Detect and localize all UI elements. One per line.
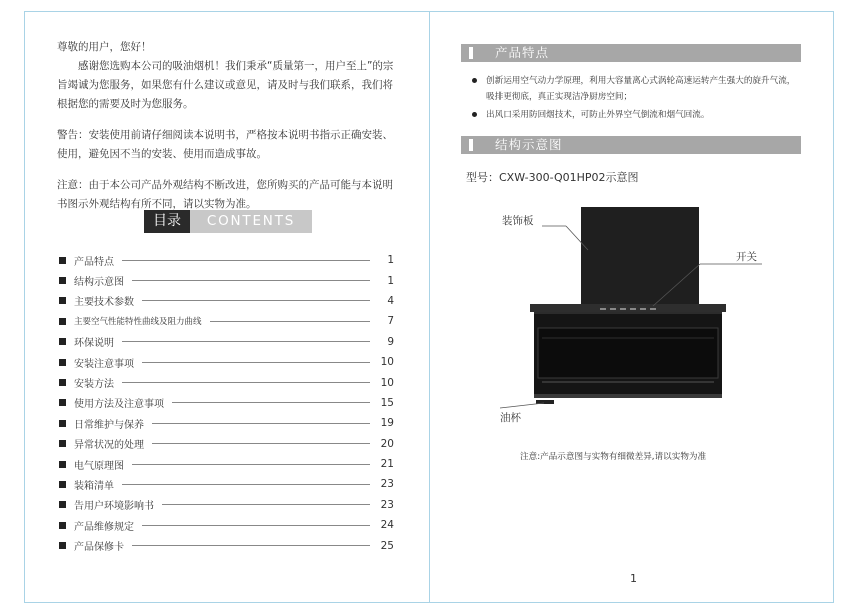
toc-item-title: 产品特点 (74, 256, 114, 268)
toc-item-page: 23 (380, 478, 394, 491)
toc-item-page: 23 (380, 498, 394, 511)
toc-item-page: 21 (380, 458, 394, 471)
toc-item-title: 环保说明 (74, 338, 114, 350)
decorative-panel (581, 207, 699, 307)
toc-heading (144, 210, 312, 233)
section-accent (469, 139, 473, 151)
toc-item-title: 告用户环境影响书 (74, 501, 154, 513)
toc-item-page: 9 (387, 335, 394, 348)
toc-item (59, 270, 394, 290)
toc-item (59, 291, 394, 311)
toc-item-title: 安装注意事项 (74, 358, 134, 370)
toc-item-title: 主要空气性能特性曲线及阻力曲线 (74, 317, 202, 328)
greeting: 尊敬的用户，您好！ (57, 41, 152, 53)
toc-bullet (59, 399, 66, 406)
bullet-dot (472, 78, 477, 83)
toc-bullet (59, 461, 66, 468)
oil-cup-callout-line (500, 403, 544, 408)
toc-item-title: 使用方法及注意事项 (74, 399, 164, 411)
toc-list (59, 250, 394, 556)
toc-leader-line (210, 321, 370, 322)
feature-list (472, 73, 802, 125)
toc-item (59, 515, 394, 535)
toc-item-page: 24 (380, 519, 394, 532)
toc-item-title: 日常维护与保养 (74, 419, 144, 431)
features-section-bar (461, 44, 801, 62)
toc-item-title: 产品维修规定 (74, 521, 134, 533)
toc-leader-line (132, 464, 370, 465)
toc-leader-line (132, 280, 370, 281)
callout-oil-cup: 油杯 (500, 412, 521, 424)
feature-text: 创新运用空气动力学原理，利用大容量离心式涡轮高速运转产生强大的旋升气流，吸排更彻底，真正实现洁净厨房空间； (486, 76, 796, 102)
toc-bullet (59, 257, 66, 264)
toc-item-title: 异常状况的处理 (74, 440, 144, 452)
toc-item (59, 454, 394, 474)
feature-item (472, 73, 802, 105)
toc-item (59, 372, 394, 392)
toc-leader-line (122, 260, 370, 261)
preface (57, 38, 402, 214)
toc-item-page: 19 (380, 417, 394, 430)
toc-leader-line (172, 402, 370, 403)
toc-bullet (59, 359, 66, 366)
note-paragraph: 注意：由于本公司产品外观结构不断改进，您所购买的产品可能与本说明书图示外观结构有所不同，请以实物为准。 (57, 179, 393, 210)
toc-bullet (59, 501, 66, 508)
structure-title: 结构示意图 (495, 137, 563, 152)
toc-leader-line (152, 443, 370, 444)
page-number: 1 (630, 572, 637, 585)
toc-bullet (59, 338, 66, 345)
toc-item-title: 电气原理图 (74, 460, 124, 472)
toc-bullet (59, 522, 66, 529)
callout-panel: 装饰板 (502, 215, 534, 227)
figure-note: 注意:产品示意图与实物有细微差异,请以实物为准 (520, 452, 707, 462)
toc-item (59, 311, 394, 331)
toc-item (59, 474, 394, 494)
toc-bullet (59, 440, 66, 447)
toc-item (59, 495, 394, 515)
toc-item (59, 434, 394, 454)
features-title: 产品特点 (495, 45, 550, 60)
toc-leader-line (142, 362, 370, 363)
bullet-dot (472, 112, 477, 117)
model-label: 型号：CXW-300-Q01HP02示意图 (466, 171, 639, 184)
toc-item-page: 1 (387, 274, 394, 287)
toc-bullet (59, 379, 66, 386)
toc-title-en: CONTENTS (190, 210, 312, 233)
toc-item (59, 332, 394, 352)
toc-item-page: 4 (387, 294, 394, 307)
toc-item-page: 1 (387, 254, 394, 267)
toc-item-title: 产品保修卡 (74, 542, 124, 554)
toc-leader-line (132, 545, 370, 546)
toc-item-page: 10 (380, 376, 394, 389)
feature-item (472, 107, 802, 123)
toc-leader-line (162, 504, 370, 505)
toc-item (59, 352, 394, 372)
toc-item (59, 393, 394, 413)
toc-bullet (59, 277, 66, 284)
toc-item-page: 10 (380, 356, 394, 369)
toc-item-title: 装箱清单 (74, 480, 114, 492)
toc-bullet (59, 481, 66, 488)
toc-leader-line (142, 300, 370, 301)
toc-leader-line (122, 484, 370, 485)
toc-item-page: 25 (380, 539, 394, 552)
toc-item (59, 250, 394, 270)
toc-item-title: 安装方法 (74, 379, 114, 391)
toc-bullet (59, 318, 66, 325)
structure-section-bar (461, 136, 801, 154)
warning-paragraph: 警告：安装使用前请仔细阅读本说明书，严格按本说明书指示正确安装、使用，避免因不当的安装、使用而造成事故。 (57, 129, 393, 160)
intro-paragraph: 感谢您选购本公司的吸油烟机！我们秉承“质量第一，用户至上”的宗旨竭诚为您服务，如果您有什么建议或意见，请及时与我们联系，我们将根据您的需要及时为您服务。 (57, 60, 394, 110)
toc-item-page: 15 (380, 396, 394, 409)
toc-bullet (59, 420, 66, 427)
toc-item-title: 主要技术参数 (74, 297, 134, 309)
section-accent (469, 47, 473, 59)
feature-text: 出风口采用防回烟技术，可防止外界空气倒流和烟气回流。 (486, 110, 710, 120)
toc-bullet (59, 297, 66, 304)
toc-title-zh: 目录 (144, 210, 190, 233)
callout-switch: 开关 (736, 251, 757, 263)
toc-item-page: 20 (380, 437, 394, 450)
toc-leader-line (152, 423, 370, 424)
toc-item (59, 535, 394, 555)
toc-leader-line (122, 341, 370, 342)
range-hood-illustration (470, 200, 800, 420)
page-spine (429, 11, 430, 603)
toc-item (59, 413, 394, 433)
toc-item-page: 7 (387, 315, 394, 328)
toc-leader-line (142, 525, 370, 526)
toc-leader-line (122, 382, 370, 383)
toc-item-title: 结构示意图 (74, 277, 124, 289)
toc-bullet (59, 542, 66, 549)
